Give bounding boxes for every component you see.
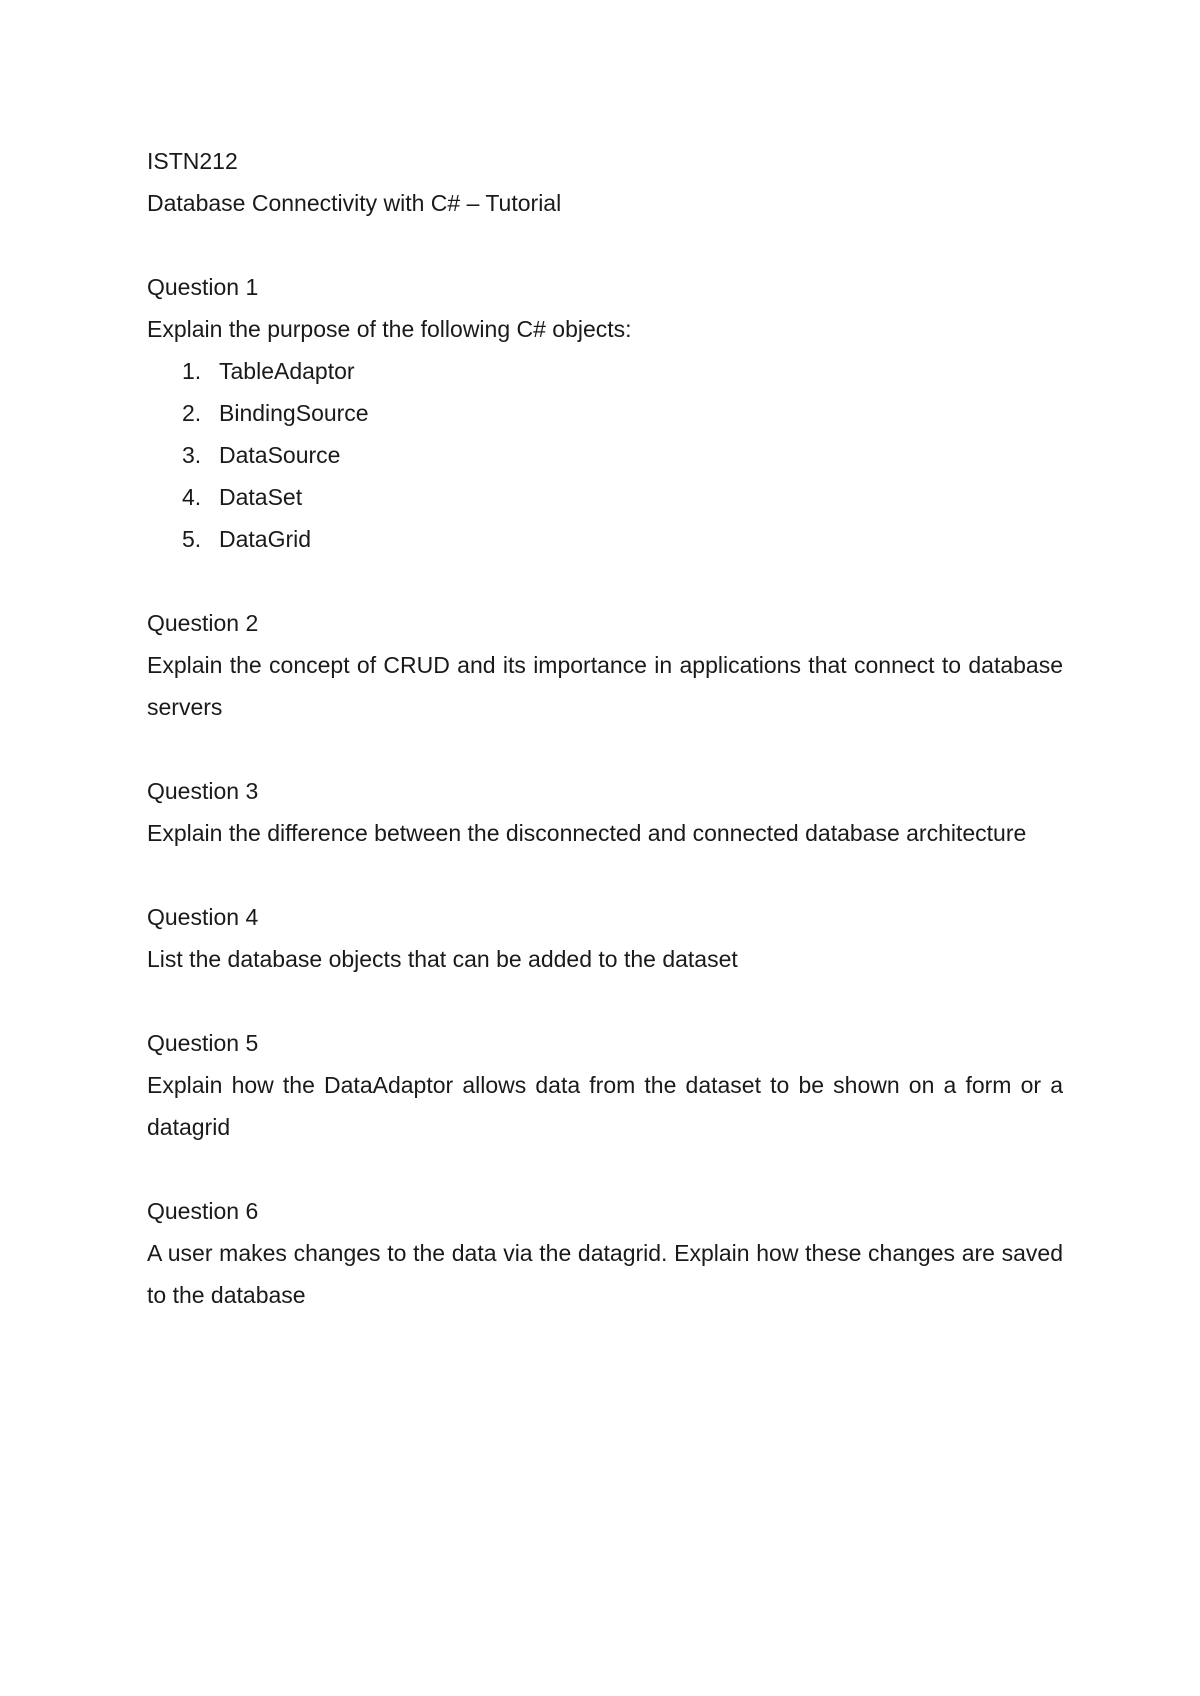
question-5 (147, 1022, 1063, 1148)
question-2 (147, 602, 1063, 728)
question-text: List the database objects that can be added to the dataset (147, 946, 738, 972)
question-heading: Question 4 (147, 904, 259, 930)
document-title: Database Connectivity with C# – Tutorial (147, 190, 562, 216)
question-heading: Question 5 (147, 1030, 259, 1056)
course-code: ISTN212 (147, 148, 238, 174)
list-item-number: 5. (182, 526, 202, 552)
question-heading: Question 2 (147, 610, 259, 636)
question-heading: Question 6 (147, 1198, 259, 1224)
question-4 (147, 896, 1063, 980)
list-item-number: 2. (182, 400, 202, 426)
list-item-number: 4. (182, 484, 202, 510)
question-heading: Question 3 (147, 778, 259, 804)
list-item (147, 350, 1063, 392)
list-item-label: DataSource (219, 442, 341, 468)
question-1 (147, 266, 1063, 560)
object-list (147, 350, 1063, 560)
question-text: Explain the difference between the disconnected and connected database architecture (147, 820, 1027, 846)
question-text: Explain how the DataAdaptor allows data from the dataset to be shown on a form or a datagrid (147, 1072, 1063, 1140)
spacer (147, 224, 1063, 266)
question-text: A user makes changes to the data via the datagrid. Explain how these changes are saved to the database (147, 1240, 1063, 1308)
list-item-label: DataSet (219, 484, 303, 510)
list-item-number: 3. (182, 442, 202, 468)
question-6 (147, 1190, 1063, 1316)
list-item-label: DataGrid (219, 526, 312, 552)
list-item (147, 434, 1063, 476)
list-item (147, 518, 1063, 560)
question-text: Explain the purpose of the following C# objects: (147, 316, 632, 342)
list-item-number: 1. (182, 358, 202, 384)
list-item (147, 392, 1063, 434)
list-item (147, 476, 1063, 518)
question-text: Explain the concept of CRUD and its importance in applications that connect to database servers (147, 652, 1063, 720)
list-item-label: BindingSource (219, 400, 369, 426)
question-3 (147, 770, 1063, 854)
list-item-label: TableAdaptor (219, 358, 355, 384)
question-heading: Question 1 (147, 274, 259, 300)
document-page (147, 140, 1063, 1358)
